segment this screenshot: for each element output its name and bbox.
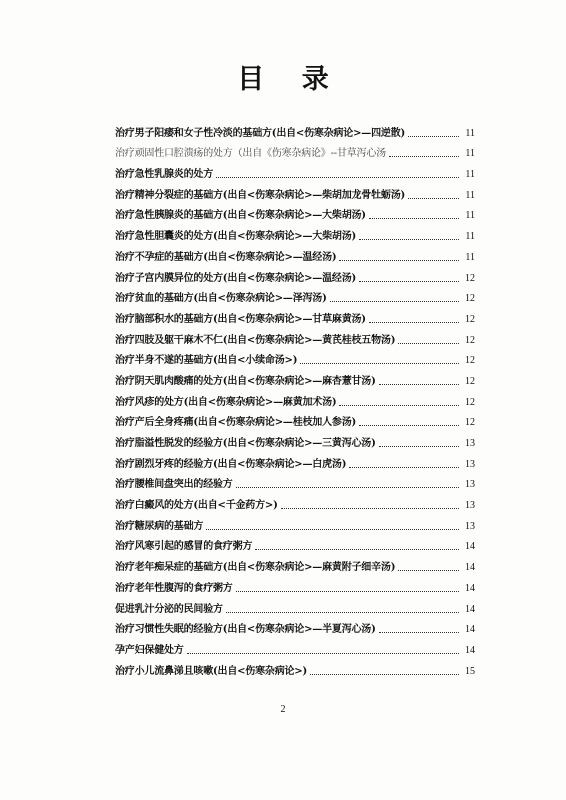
toc-leader-dots <box>359 281 459 282</box>
toc-entry-page: 12 <box>465 417 475 429</box>
toc-entry-text: 孕产妇保健处方 <box>115 644 184 656</box>
toc-leader-dots <box>408 198 459 199</box>
toc-entry-text: 治疗老年痴呆症的基础方(出自<伤寒杂病论>—麻黄附子细辛汤) <box>115 562 396 574</box>
toc-leader-dots <box>281 508 459 509</box>
toc-leader-dots <box>310 674 459 675</box>
toc-leader-dots <box>349 467 459 468</box>
toc-entry-text: 治疗产后全身疼痛(出自<伤寒杂病论>—桂枝加人参汤) <box>115 417 357 429</box>
toc-entry-text: 治疗急性乳腺炎的处方 <box>115 169 213 181</box>
toc-leader-dots <box>255 549 459 550</box>
toc-entry[interactable] <box>115 491 475 512</box>
toc-entry[interactable] <box>115 388 475 409</box>
toc-entry-page: 12 <box>465 334 475 346</box>
toc-leader-dots <box>330 301 459 302</box>
toc-entry-text: 治疗剧烈牙疼的经验方(出自<伤寒杂病论>—白虎汤) <box>115 458 347 470</box>
toc-entry-page: 14 <box>465 624 475 636</box>
page-number: 2 <box>280 704 286 715</box>
toc-entry-page: 13 <box>465 479 475 491</box>
toc-entry[interactable] <box>115 140 475 161</box>
toc-entry[interactable] <box>115 119 475 140</box>
toc-leader-dots <box>300 363 459 364</box>
toc-entry-text: 治疗白癜风的处方(出自<千金药方>) <box>115 500 278 512</box>
toc-entry[interactable] <box>115 285 475 306</box>
toc-entry[interactable] <box>115 222 475 243</box>
toc-leader-dots <box>408 136 459 137</box>
toc-entry[interactable] <box>115 657 475 678</box>
toc-entry-text: 治疗糖尿病的基础方 <box>115 520 204 532</box>
toc-leader-dots <box>379 446 459 447</box>
toc-entry[interactable] <box>115 202 475 223</box>
toc-leader-dots <box>359 425 459 426</box>
page-title: 目 录 <box>237 64 343 95</box>
toc-entry[interactable] <box>115 595 475 616</box>
toc-entry[interactable] <box>115 243 475 264</box>
toc-leader-dots <box>216 177 459 178</box>
toc-entry[interactable] <box>115 553 475 574</box>
toc-entry[interactable] <box>115 429 475 450</box>
toc-leader-dots <box>236 487 459 488</box>
toc-leader-dots <box>339 405 459 406</box>
toc-leader-dots <box>369 322 459 323</box>
toc-entry[interactable] <box>115 347 475 368</box>
toc-entry-text: 治疗脑部积水的基础方(出自<伤寒杂病论>—甘草麻黄汤) <box>115 313 366 325</box>
toc-leader-dots <box>369 218 459 219</box>
toc-entry[interactable] <box>115 512 475 533</box>
toc-leader-dots <box>398 570 459 571</box>
toc-entry[interactable] <box>115 450 475 471</box>
toc-entry-text: 治疗老年性腹泻的食疗粥方 <box>115 582 233 594</box>
toc-entry[interactable] <box>115 409 475 430</box>
toc-entry[interactable] <box>115 636 475 657</box>
toc-entry[interactable] <box>115 181 475 202</box>
toc-entry-page: 14 <box>465 562 475 574</box>
table-of-contents <box>115 119 475 678</box>
toc-entry-page: 12 <box>465 293 475 305</box>
toc-leader-dots <box>339 260 459 261</box>
toc-entry-page: 13 <box>465 458 475 470</box>
toc-entry-text: 治疗顽固性口腔溃疡的处方（出自《伤寒杂病论》--甘草泻心汤 <box>115 148 386 160</box>
toc-entry-text: 治疗急性胆囊炎的处方(出自<伤寒杂病论>—大柴胡汤) <box>115 231 357 243</box>
toc-entry[interactable] <box>115 616 475 637</box>
toc-entry-page: 12 <box>465 375 475 387</box>
toc-entry[interactable] <box>115 305 475 326</box>
toc-entry-page: 12 <box>465 396 475 408</box>
toc-entry[interactable] <box>115 160 475 181</box>
toc-entry-page: 11 <box>465 231 475 243</box>
toc-entry-page: 14 <box>465 541 475 553</box>
toc-leader-dots <box>389 156 459 157</box>
toc-leader-dots <box>398 343 459 344</box>
toc-entry-text: 治疗小儿流鼻涕且咳嗽(出自<伤寒杂病论>) <box>115 665 308 677</box>
toc-entry-page: 11 <box>465 148 475 160</box>
toc-entry-text: 促进乳汁分泌的民间验方 <box>115 603 223 615</box>
toc-entry-page: 12 <box>465 272 475 284</box>
toc-leader-dots <box>226 612 459 613</box>
toc-entry-text: 治疗风寒引起的感冒的食疗粥方 <box>115 541 253 553</box>
toc-leader-dots <box>236 591 459 592</box>
toc-entry-page: 11 <box>465 251 475 263</box>
toc-entry[interactable] <box>115 533 475 554</box>
toc-entry[interactable] <box>115 471 475 492</box>
toc-leader-dots <box>359 239 459 240</box>
toc-entry-text: 治疗阴天肌肉酸痛的处方(出自<伤寒杂病论>—麻杏薏甘汤) <box>115 375 376 387</box>
toc-entry-text: 治疗风疹的处方(出自<伤寒杂病论>—麻黄加术汤) <box>115 396 337 408</box>
toc-entry-text: 治疗四肢及躯干麻木不仁(出自<伤寒杂病论>—黄芪桂枝五物汤) <box>115 334 396 346</box>
toc-entry-page: 13 <box>465 500 475 512</box>
toc-leader-dots <box>379 632 459 633</box>
toc-entry-text: 治疗半身不遂的基础方(出自<小续命汤>) <box>115 355 298 367</box>
toc-leader-dots <box>206 529 459 530</box>
toc-entry-text: 治疗急性胰腺炎的基础方(出自<伤寒杂病论>—大柴胡汤) <box>115 210 366 222</box>
toc-entry-page: 14 <box>465 582 475 594</box>
toc-entry-text: 治疗男子阳痿和女子性冷淡的基础方(出自<伤寒杂病论>—四逆散) <box>115 127 406 139</box>
toc-entry-text: 治疗精神分裂症的基础方(出自<伤寒杂病论>—柴胡加龙骨牡蛎汤) <box>115 189 406 201</box>
toc-entry-text: 治疗贫血的基础方(出自<伤寒杂病论>—泽泻汤) <box>115 293 327 305</box>
toc-entry-text: 治疗脂溢性脱发的经验方(出自<伤寒杂病论>—三黄泻心汤) <box>115 438 376 449</box>
toc-entry-page: 15 <box>465 665 475 677</box>
toc-entry-page: 11 <box>465 210 475 222</box>
toc-entry-text: 治疗习惯性失眠的经验方(出自<伤寒杂病论>—半夏泻心汤) <box>115 624 376 636</box>
toc-entry-page: 11 <box>465 169 475 181</box>
toc-leader-dots <box>187 653 459 654</box>
toc-entry[interactable] <box>115 574 475 595</box>
toc-entry-page: 11 <box>465 189 475 201</box>
toc-entry[interactable] <box>115 367 475 388</box>
toc-entry-text: 治疗不孕症的基础方(出自<伤寒杂病论>—温经汤) <box>115 251 337 263</box>
toc-entry-page: 13 <box>465 520 475 532</box>
toc-entry-page: 13 <box>465 438 475 449</box>
toc-entry-text: 治疗子宫内膜异位的处方(出自<伤寒杂病论>—温经汤) <box>115 272 357 284</box>
toc-entry-page: 14 <box>465 644 475 656</box>
toc-entry[interactable] <box>115 326 475 347</box>
toc-leader-dots <box>379 384 459 385</box>
toc-entry-page: 14 <box>465 603 475 615</box>
toc-entry-page: 12 <box>465 313 475 325</box>
toc-entry-text: 治疗腰椎间盘突出的经验方 <box>115 479 233 491</box>
toc-entry-page: 12 <box>465 355 475 367</box>
toc-entry[interactable] <box>115 264 475 285</box>
toc-entry-page: 11 <box>465 127 475 139</box>
